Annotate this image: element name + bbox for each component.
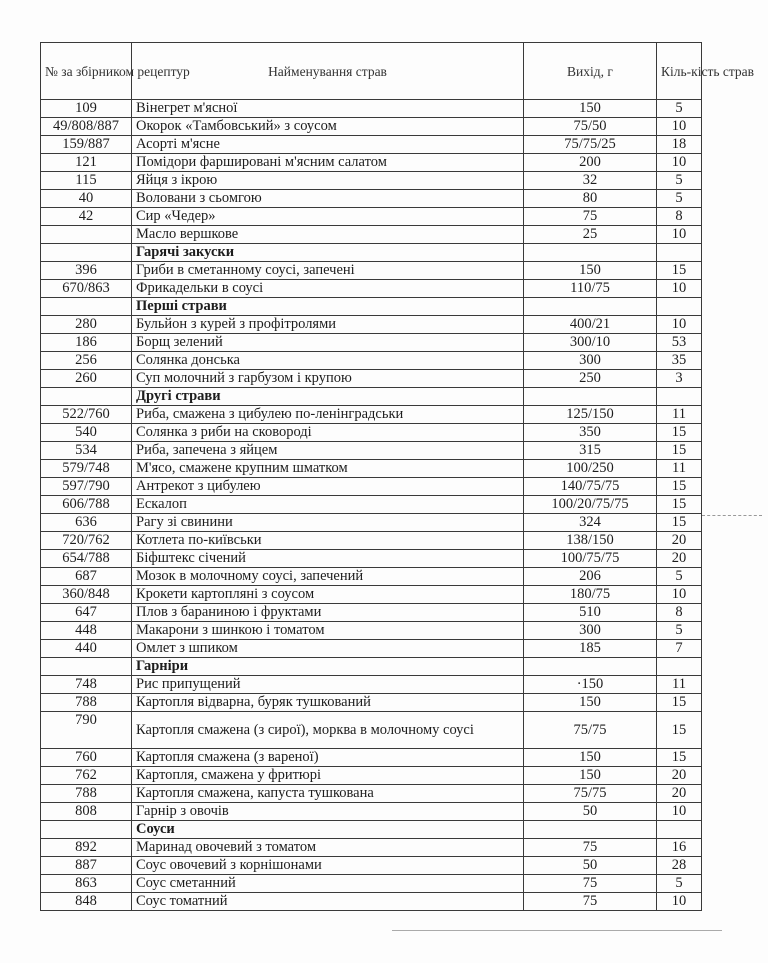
- yield-cell: 75/75: [524, 712, 657, 749]
- quantity-cell: 15: [657, 712, 702, 749]
- dish-name-cell: Суп молочний з гарбузом і крупою: [132, 370, 524, 388]
- recipe-number-cell: 260: [41, 370, 132, 388]
- header-yield: Вихід, г: [524, 43, 657, 100]
- dish-name-cell: Риба, смажена з цибулею по-ленінградськи: [132, 406, 524, 424]
- quantity-cell: 8: [657, 604, 702, 622]
- dish-name-cell: Окорок «Тамбовський» з соусом: [132, 118, 524, 136]
- recipe-number-cell: 121: [41, 154, 132, 172]
- dish-name-cell: Картопля, смажена у фритюрі: [132, 767, 524, 785]
- table-row: [41, 568, 702, 586]
- yield-cell: 206: [524, 568, 657, 586]
- quantity-cell: 20: [657, 767, 702, 785]
- dish-name-cell: Соус томатний: [132, 893, 524, 911]
- dish-name-cell: Картопля смажена (з вареної): [132, 749, 524, 767]
- quantity-cell: 35: [657, 352, 702, 370]
- dish-name-cell: Рис припущений: [132, 676, 524, 694]
- table-header-row: [41, 43, 702, 100]
- quantity-cell: 11: [657, 406, 702, 424]
- dish-name-cell: Бульйон з курей з профітролями: [132, 316, 524, 334]
- table-row: [41, 676, 702, 694]
- table-row: [41, 316, 702, 334]
- table-row: [41, 100, 702, 118]
- table-row: [41, 749, 702, 767]
- yield-cell: 150: [524, 767, 657, 785]
- recipe-number-cell: 654/788: [41, 550, 132, 568]
- table-row: [41, 803, 702, 821]
- recipe-number-cell: 109: [41, 100, 132, 118]
- table-row: [41, 334, 702, 352]
- recipe-number-cell: 40: [41, 190, 132, 208]
- recipe-number-cell: [41, 298, 132, 316]
- table-row: [41, 262, 702, 280]
- yield-cell: 300: [524, 622, 657, 640]
- quantity-cell: 10: [657, 280, 702, 298]
- recipe-number-cell: 848: [41, 893, 132, 911]
- section-header-row: [41, 821, 702, 839]
- dish-name-cell: Антрекот з цибулею: [132, 478, 524, 496]
- yield-cell: 50: [524, 803, 657, 821]
- table-row: [41, 442, 702, 460]
- recipe-number-cell: 788: [41, 694, 132, 712]
- table-row: [41, 604, 702, 622]
- dish-name-cell: Вінегрет м'ясної: [132, 100, 524, 118]
- dish-name-cell: Картопля смажена, капуста тушкована: [132, 785, 524, 803]
- yield-cell: 50: [524, 857, 657, 875]
- recipe-number-cell: 49/808/887: [41, 118, 132, 136]
- header-dish-name: Найменування страв: [132, 43, 524, 100]
- quantity-cell: 15: [657, 694, 702, 712]
- table-row: [41, 154, 702, 172]
- yield-cell: 100/250: [524, 460, 657, 478]
- dish-name-cell: Соус овочевий з корнішонами: [132, 857, 524, 875]
- yield-cell: 32: [524, 172, 657, 190]
- table-row: [41, 622, 702, 640]
- recipe-number-cell: 687: [41, 568, 132, 586]
- quantity-cell: [657, 244, 702, 262]
- bottom-rule: [392, 930, 722, 931]
- quantity-cell: 20: [657, 550, 702, 568]
- quantity-cell: 10: [657, 316, 702, 334]
- quantity-cell: 15: [657, 496, 702, 514]
- dish-name-cell: Другі страви: [132, 388, 524, 406]
- yield-cell: 75: [524, 875, 657, 893]
- yield-cell: ·150: [524, 676, 657, 694]
- dish-name-cell: Гарячі закуски: [132, 244, 524, 262]
- yield-cell: 75: [524, 839, 657, 857]
- yield-cell: 300: [524, 352, 657, 370]
- table-row: [41, 172, 702, 190]
- recipe-number-cell: 440: [41, 640, 132, 658]
- quantity-cell: 15: [657, 262, 702, 280]
- yield-cell: 140/75/75: [524, 478, 657, 496]
- recipe-number-cell: 280: [41, 316, 132, 334]
- table-body: [41, 100, 702, 911]
- header-recipe-number: № за збірником рецептур: [41, 43, 132, 100]
- yield-cell: 110/75: [524, 280, 657, 298]
- recipe-number-cell: 606/788: [41, 496, 132, 514]
- recipe-number-cell: 597/790: [41, 478, 132, 496]
- yield-cell: [524, 658, 657, 676]
- yield-cell: 150: [524, 262, 657, 280]
- table-row: [41, 514, 702, 532]
- header-quantity: Кіль-кість страв: [657, 43, 702, 100]
- quantity-cell: 16: [657, 839, 702, 857]
- dish-name-cell: Асорті м'ясне: [132, 136, 524, 154]
- yield-cell: 100/20/75/75: [524, 496, 657, 514]
- dish-name-cell: Солянка з риби на сковороді: [132, 424, 524, 442]
- recipe-number-cell: 522/760: [41, 406, 132, 424]
- recipe-number-cell: 808: [41, 803, 132, 821]
- recipe-number-cell: 748: [41, 676, 132, 694]
- section-header-row: [41, 244, 702, 262]
- quantity-cell: 5: [657, 190, 702, 208]
- table-row: [41, 208, 702, 226]
- recipe-number-cell: 647: [41, 604, 132, 622]
- quantity-cell: 15: [657, 749, 702, 767]
- quantity-cell: 8: [657, 208, 702, 226]
- quantity-cell: 5: [657, 100, 702, 118]
- dish-name-cell: Крокети картопляні з соусом: [132, 586, 524, 604]
- quantity-cell: [657, 388, 702, 406]
- quantity-cell: 7: [657, 640, 702, 658]
- menu-table: [40, 42, 755, 911]
- dish-name-cell: Плов з бараниною і фруктами: [132, 604, 524, 622]
- margin-dash-line: [702, 515, 762, 516]
- quantity-cell: 5: [657, 875, 702, 893]
- yield-cell: 510: [524, 604, 657, 622]
- quantity-cell: [657, 821, 702, 839]
- yield-cell: 324: [524, 514, 657, 532]
- table-row: [41, 640, 702, 658]
- recipe-number-cell: 186: [41, 334, 132, 352]
- yield-cell: 75/75: [524, 785, 657, 803]
- dish-name-cell: Мозок в молочному соусі, запечений: [132, 568, 524, 586]
- yield-cell: 75: [524, 208, 657, 226]
- quantity-cell: 28: [657, 857, 702, 875]
- quantity-cell: [657, 298, 702, 316]
- quantity-cell: 3: [657, 370, 702, 388]
- table-row: [41, 893, 702, 911]
- quantity-cell: 5: [657, 568, 702, 586]
- table-row: [41, 586, 702, 604]
- table-row: [41, 875, 702, 893]
- yield-cell: 150: [524, 100, 657, 118]
- recipe-number-cell: 579/748: [41, 460, 132, 478]
- recipe-number-cell: 159/887: [41, 136, 132, 154]
- dish-name-cell: Сир «Чедер»: [132, 208, 524, 226]
- yield-cell: 80: [524, 190, 657, 208]
- dish-name-cell: Гарніри: [132, 658, 524, 676]
- recipe-number-cell: 760: [41, 749, 132, 767]
- yield-cell: 350: [524, 424, 657, 442]
- dish-name-cell: Помідори фаршировані м'ясним салатом: [132, 154, 524, 172]
- table-row: [41, 352, 702, 370]
- yield-cell: 25: [524, 226, 657, 244]
- recipe-number-cell: 448: [41, 622, 132, 640]
- table-row: [41, 857, 702, 875]
- quantity-cell: 10: [657, 803, 702, 821]
- dish-name-cell: Фрикадельки в соусі: [132, 280, 524, 298]
- yield-cell: [524, 821, 657, 839]
- dish-name-cell: Омлет з шпиком: [132, 640, 524, 658]
- yield-cell: 125/150: [524, 406, 657, 424]
- quantity-cell: 10: [657, 226, 702, 244]
- dish-name-cell: Гарнір з овочів: [132, 803, 524, 821]
- yield-cell: [524, 244, 657, 262]
- table-row: [41, 694, 702, 712]
- recipe-number-cell: [41, 388, 132, 406]
- dish-name-cell: Соуси: [132, 821, 524, 839]
- dish-name-cell: Перші страви: [132, 298, 524, 316]
- yield-cell: 138/150: [524, 532, 657, 550]
- quantity-cell: 10: [657, 154, 702, 172]
- quantity-cell: 20: [657, 532, 702, 550]
- quantity-cell: 18: [657, 136, 702, 154]
- recipe-number-cell: 887: [41, 857, 132, 875]
- table-row: [41, 424, 702, 442]
- recipe-number-cell: 762: [41, 767, 132, 785]
- recipe-number-cell: 115: [41, 172, 132, 190]
- recipe-number-cell: 256: [41, 352, 132, 370]
- yield-cell: 200: [524, 154, 657, 172]
- recipe-number-cell: 636: [41, 514, 132, 532]
- dish-name-cell: Котлета по-київськи: [132, 532, 524, 550]
- table-row: [41, 370, 702, 388]
- quantity-cell: 15: [657, 478, 702, 496]
- dish-name-cell: Солянка донська: [132, 352, 524, 370]
- dish-name-cell: Соус сметанний: [132, 875, 524, 893]
- yield-cell: 75/50: [524, 118, 657, 136]
- dish-name-cell: Яйця з ікрою: [132, 172, 524, 190]
- dish-name-cell: Борщ зелений: [132, 334, 524, 352]
- yield-cell: [524, 298, 657, 316]
- quantity-cell: [657, 658, 702, 676]
- quantity-cell: 15: [657, 424, 702, 442]
- table-row: [41, 767, 702, 785]
- recipe-number-cell: [41, 244, 132, 262]
- dish-name-cell: Маринад овочевий з томатом: [132, 839, 524, 857]
- recipe-number-cell: 892: [41, 839, 132, 857]
- dish-name-cell: Ескалоп: [132, 496, 524, 514]
- dish-name-cell: Біфштекс січений: [132, 550, 524, 568]
- dish-name-cell: М'ясо, смажене крупним шматком: [132, 460, 524, 478]
- dish-name-cell: Картопля відварна, буряк тушкований: [132, 694, 524, 712]
- recipe-number-cell: 788: [41, 785, 132, 803]
- quantity-cell: 53: [657, 334, 702, 352]
- yield-cell: 180/75: [524, 586, 657, 604]
- section-header-row: [41, 388, 702, 406]
- table-row: [41, 496, 702, 514]
- recipe-number-cell: 790: [41, 712, 132, 749]
- quantity-cell: 5: [657, 622, 702, 640]
- table-row: [41, 136, 702, 154]
- recipe-number-cell: 534: [41, 442, 132, 460]
- table-row: [41, 406, 702, 424]
- yield-cell: 250: [524, 370, 657, 388]
- section-header-row: [41, 298, 702, 316]
- section-header-row: [41, 658, 702, 676]
- recipe-number-cell: [41, 658, 132, 676]
- recipe-number-cell: 42: [41, 208, 132, 226]
- recipe-number-cell: 360/848: [41, 586, 132, 604]
- quantity-cell: 20: [657, 785, 702, 803]
- yield-cell: 75/75/25: [524, 136, 657, 154]
- yield-cell: 315: [524, 442, 657, 460]
- dish-name-cell: Воловани з сьомгою: [132, 190, 524, 208]
- yield-cell: [524, 388, 657, 406]
- table-row: [41, 839, 702, 857]
- recipe-number-cell: 540: [41, 424, 132, 442]
- quantity-cell: 11: [657, 676, 702, 694]
- yield-cell: 150: [524, 694, 657, 712]
- quantity-cell: 5: [657, 172, 702, 190]
- quantity-cell: 15: [657, 514, 702, 532]
- table-row: [41, 550, 702, 568]
- yield-cell: 75: [524, 893, 657, 911]
- recipe-number-cell: 670/863: [41, 280, 132, 298]
- table-row: [41, 460, 702, 478]
- recipe-number-cell: 396: [41, 262, 132, 280]
- quantity-cell: 10: [657, 586, 702, 604]
- yield-cell: 300/10: [524, 334, 657, 352]
- table-row: [41, 712, 702, 749]
- dish-name-cell: Рагу зі свинини: [132, 514, 524, 532]
- recipe-number-cell: 720/762: [41, 532, 132, 550]
- table-row: [41, 118, 702, 136]
- table-row: [41, 785, 702, 803]
- quantity-cell: 10: [657, 118, 702, 136]
- quantity-cell: 10: [657, 893, 702, 911]
- yield-cell: 100/75/75: [524, 550, 657, 568]
- table-row: [41, 226, 702, 244]
- table-row: [41, 532, 702, 550]
- table-row: [41, 478, 702, 496]
- recipe-number-cell: [41, 821, 132, 839]
- quantity-cell: 15: [657, 442, 702, 460]
- yield-cell: 400/21: [524, 316, 657, 334]
- quantity-cell: 11: [657, 460, 702, 478]
- dish-name-cell: Гриби в сметанному соусі, запечені: [132, 262, 524, 280]
- recipe-number-cell: 863: [41, 875, 132, 893]
- table-row: [41, 190, 702, 208]
- dish-name-cell: Риба, запечена з яйцем: [132, 442, 524, 460]
- yield-cell: 185: [524, 640, 657, 658]
- table-row: [41, 280, 702, 298]
- dish-name-cell: Картопля смажена (з сирої), морква в молочному соусі: [132, 712, 524, 749]
- dish-name-cell: Масло вершкове: [132, 226, 524, 244]
- yield-cell: 150: [524, 749, 657, 767]
- dish-name-cell: Макарони з шинкою і томатом: [132, 622, 524, 640]
- recipe-number-cell: [41, 226, 132, 244]
